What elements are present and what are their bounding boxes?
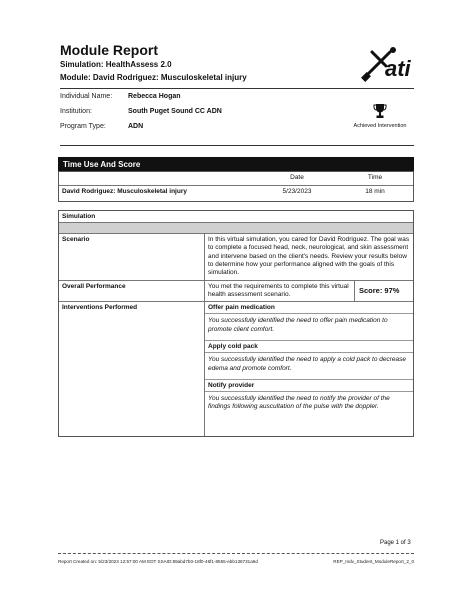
simulation-gray-band — [59, 223, 413, 234]
overall-performance-text: You met the requirements to complete this virtual health assessment scenario. — [205, 281, 355, 302]
simulation-subtitle: Simulation: HealthAssess 2.0 — [60, 60, 172, 69]
intervention-title: Apply cold pack — [205, 341, 413, 353]
time-use-header: Time Use And Score — [58, 157, 414, 171]
info-divider — [60, 145, 414, 146]
program-type-value: ADN — [128, 123, 144, 130]
intervention-detail: You successfully identified the need to apply a cold pack to decrease edema and promote comfort. — [205, 353, 413, 380]
simulation-table — [58, 210, 414, 437]
interventions-label: Interventions Performed — [59, 302, 205, 436]
interventions-list — [205, 302, 413, 436]
trophy-icon — [373, 103, 387, 119]
achievement-badge — [345, 103, 415, 129]
institution-value: South Puget Sound CC ADN — [128, 108, 222, 115]
module-name-cell: David Rodriguez: Musculoskeletal injury — [62, 188, 187, 195]
time-cell: 18 min — [365, 188, 385, 195]
badge-label: Achieved Intervention — [353, 123, 407, 129]
report-id: REP_Indv_Student_ModuleReport_2_0 — [333, 559, 414, 564]
intervention-detail: You successfully identified the need to notify the provider of the findings following auscultation of the pulse with the doppler. — [208, 394, 390, 411]
institution-label: Institution: — [60, 108, 92, 115]
simulation-header: Simulation — [59, 211, 413, 223]
module-subtitle: Module: David Rodriguez: Musculoskeletal injury — [60, 73, 247, 82]
footer — [58, 559, 414, 564]
individual-name-value: Rebecca Hogan — [128, 93, 181, 100]
program-type-label: Program Type: — [60, 123, 106, 130]
date-cell: 5/23/2023 — [282, 188, 312, 195]
intervention-title: Notify provider — [205, 380, 413, 392]
time-use-data-row — [59, 186, 413, 201]
time-use-header-row — [59, 172, 413, 186]
overall-performance-row — [59, 281, 413, 303]
scenario-label: Scenario — [59, 234, 205, 280]
report-title: Module Report — [60, 42, 158, 58]
footer-divider — [58, 553, 414, 554]
header-divider — [60, 88, 414, 89]
score-value: Score: 97% — [359, 285, 400, 295]
scenario-row — [59, 234, 413, 281]
date-column-header: Date — [290, 174, 304, 181]
individual-name-label: Individual Name: — [60, 93, 113, 100]
time-column-header: Time — [367, 174, 383, 181]
page-number: Page 1 of 3 — [380, 540, 411, 546]
report-created: Report Created on: 5/23/2023 12:57:00 AM EDT SSAID:89abd7b0-18f0-46f1-8555-ebb136731a6d — [58, 559, 258, 564]
interventions-row — [59, 302, 413, 436]
scenario-text: In this virtual simulation, you cared for David Rodriguez. The goal was to complete a focused head, neck, neurological, and skin assessment and intervene based on the client's needs. Review your results below to determine how your performance aligned with the goals of this simulation. — [208, 236, 410, 277]
intervention-title: Offer pain medication — [205, 302, 413, 314]
intervention-detail: You successfully identified the need to offer pain medication to promote client comfort. — [205, 314, 413, 341]
ati-logo-text: ati — [385, 56, 411, 81]
overall-performance-label: Overall Performance — [59, 281, 205, 302]
time-use-table — [58, 171, 414, 202]
